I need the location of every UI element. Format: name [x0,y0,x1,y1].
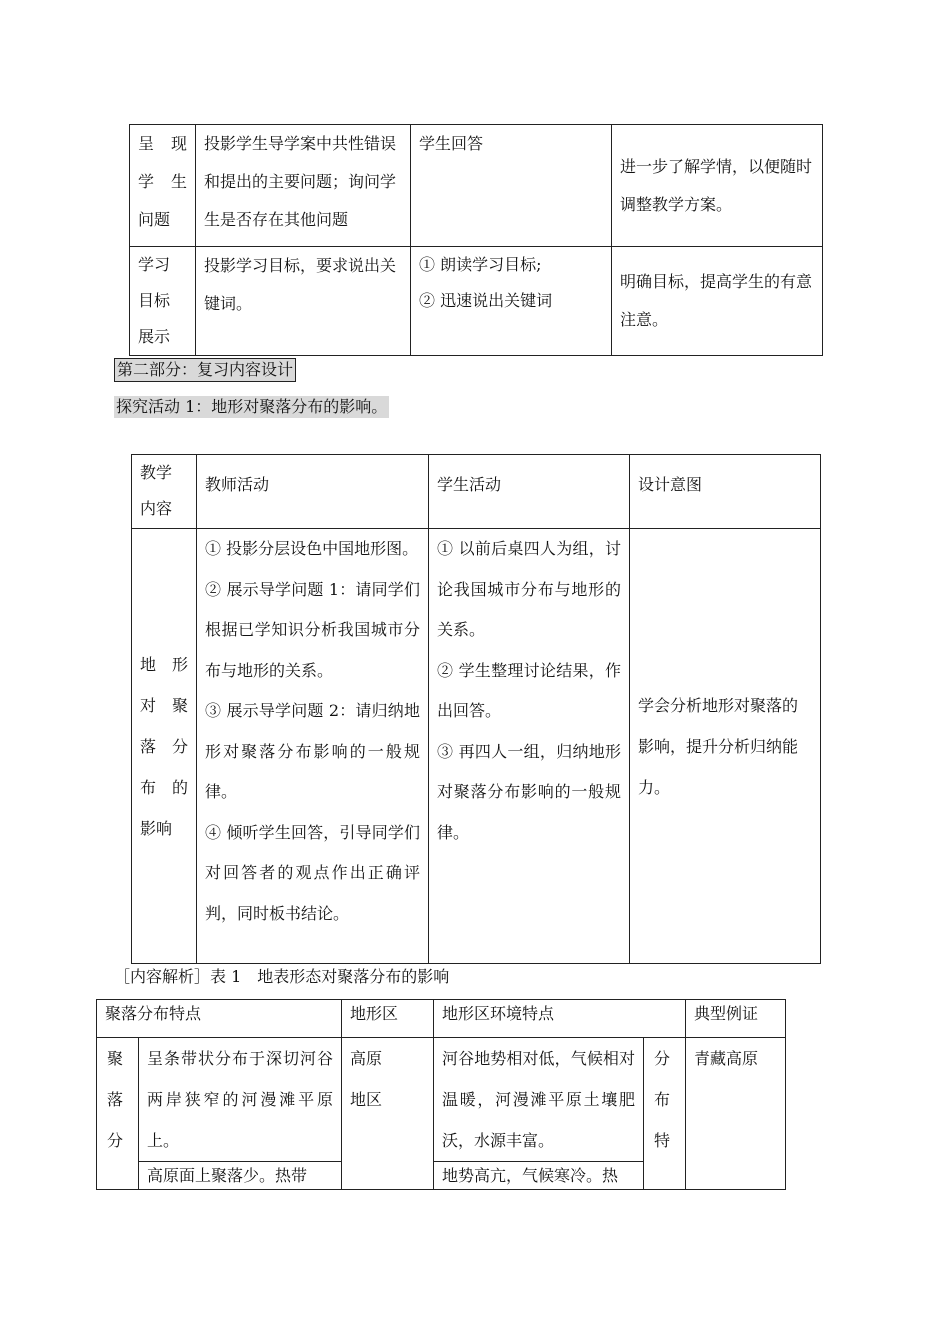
table-header-row [132,455,821,529]
student-item: ② 学生整理讨论结果，作出回答。 [437,660,621,720]
table-activity [131,454,821,964]
side-label-char: 分 [654,1049,671,1068]
student-item: ③ 再四人一组，归纳地形对聚落分布影响的一般规律。 [437,741,621,842]
env-text: 地势高亢，气候寒冷。热 [442,1166,619,1185]
side-label-char: 落 [107,1090,124,1109]
header-teacher: 教师活动 [205,475,270,494]
header-example: 典型例证 [694,1004,759,1023]
content-line: 问题 [138,210,171,229]
student-activity: 学生回答 [419,134,484,153]
region-text: 高原地区 [350,1049,383,1109]
teacher-item: ④ 倾听学生回答，引导同学们对回答者的观点作出正确评判，同时板书结论。 [205,822,420,923]
table-landform [96,999,786,1190]
student-item: ① 以前后桌四人为组，讨论我国城市分布与地形的关系。 [437,539,621,639]
table-row [130,247,823,356]
content-line: 展示 [138,327,171,346]
design-intent: 明确目标，提高学生的有意注意。 [620,272,813,329]
content-line: 地 形 [140,654,189,674]
side-label-char: 聚 [107,1049,124,1068]
header-student: 学生活动 [437,475,502,494]
content-line: 目标 [138,291,171,310]
header-content-line: 内容 [140,499,173,518]
content-line: 学 生 [138,172,187,191]
teacher-activity: 投影学习目标，要求说出关键词。 [204,256,397,313]
teacher-item: ③ 展示导学问题 2：请归纳地形对聚落分布影响的一般规律。 [205,701,420,801]
feature-text: 高原面上聚落少。热带 [147,1166,308,1185]
env-text: 河谷地势相对低，气候相对温暖，河漫滩平原土壤肥沃，水源丰富。 [442,1049,636,1150]
teacher-activity: 投影学生导学案中共性错误和提出的主要问题；询问学生是否存在其他问题 [204,134,397,229]
content-line: 落 分 [140,736,189,756]
table-header-row [97,1000,786,1038]
content-line: 学习 [138,255,171,274]
side-label-char: 分 [107,1131,124,1150]
header-region: 地形区 [350,1004,399,1023]
content-line: 布 的 [140,777,189,797]
table-row [130,125,823,247]
section-heading: 第二部分：复习内容设计 [114,358,296,382]
table-intro [129,124,823,356]
table-row [97,1038,786,1162]
design-intent: 进一步了解学情，以便随时调整教学方案。 [620,156,813,214]
header-content-line: 教学 [140,463,173,482]
header-intent: 设计意图 [638,475,703,494]
activity-heading: 探究活动 1：地形对聚落分布的影响。 [116,397,388,416]
header-feature: 聚落分布特点 [105,1004,202,1023]
feature-text: 呈条带状分布于深切河谷两岸狭窄的河漫滩平原上。 [147,1049,334,1150]
teacher-item: ② 展示导学问题 1：请同学们根据已学知识分析我国城市分布与地形的关系。 [205,579,420,680]
table-caption: ［内容解析］表 1 地表形态对聚落分布的影响 [114,967,450,986]
side-label-char: 特 [654,1131,671,1150]
side-label-char: 布 [654,1090,671,1109]
content-line: 呈 现 [138,134,187,153]
content-line: 对 聚 [140,695,189,715]
header-env: 地形区环境特点 [442,1004,555,1023]
design-intent: 学会分析地形对聚落的影响，提升分析归纳能力。 [638,695,799,797]
student-activity-line: ② 迅速说出关键词 [419,291,553,310]
content-line: 影响 [140,818,173,838]
student-activity-line: ① 朗读学习目标; [419,255,542,274]
table-row [132,529,821,964]
teacher-item: ① 投影分层设色中国地形图。 [205,539,419,558]
example-text: 青藏高原 [694,1049,759,1068]
